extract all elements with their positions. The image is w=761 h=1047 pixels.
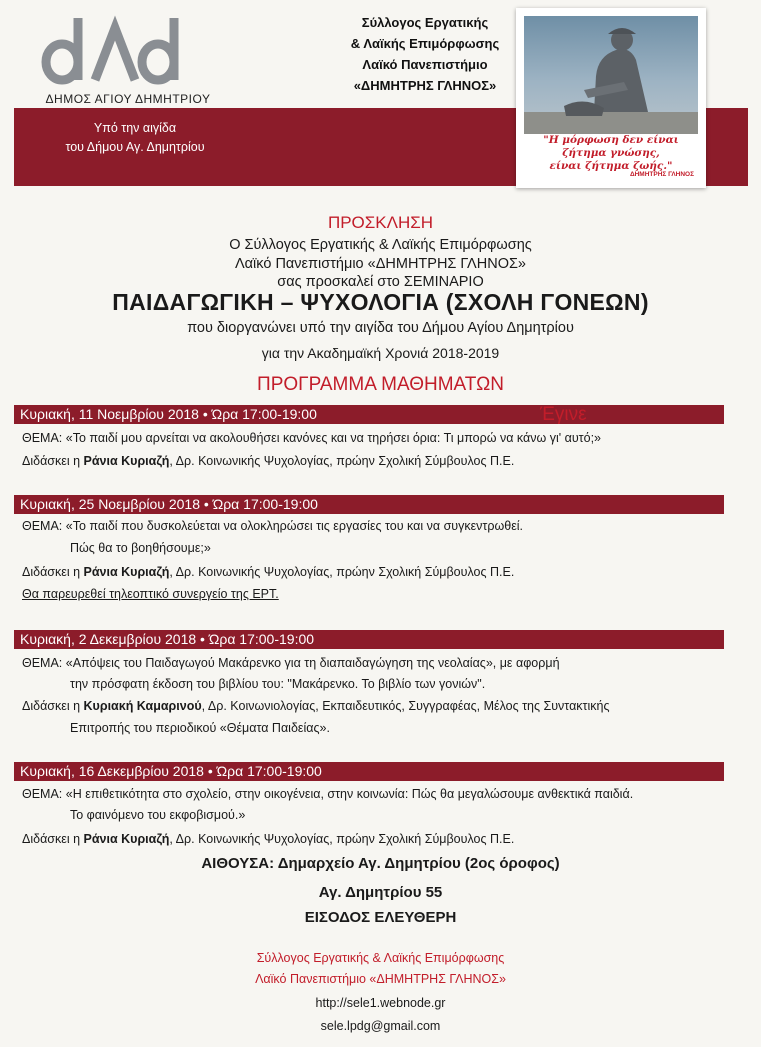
academic-year: για την Ακαδημαϊκή Χρονιά 2018-2019 — [261, 345, 500, 361]
venue-hall: ΑΙΘΟΥΣΑ: Δημαρχείο Αγ. Δημητρίου (2ος όροφος) — [201, 855, 560, 872]
session-3-theme: ΘΕΜΑ: «Απόψεις του Παιδαγωγού Μακάρενκο για τη διαπαιδαγώγηση της νεολαίας», με αφορμή — [22, 656, 560, 670]
intro-line-3: σας προσκαλεί στο ΣΕΜΙΝΑΡΙΟ — [277, 274, 484, 290]
bullet-separator: • — [203, 496, 213, 512]
footer-org: Σύλλογος Εργατικής & Λαϊκής Επιμόρφωσης Λαϊκό Πανεπιστήμιο «ΔΗΜΗΤΡΗΣ ΓΛΗΝΟΣ» — [255, 951, 506, 986]
session-3-theme-cont: την πρόσφατη έκδοση του βιβλίου του: "Μακάρενκο. Το βιβλίο των γονιών". — [70, 677, 486, 691]
session-2-theme: ΘΕΜΑ: «Το παιδί που δυσκολεύεται να ολοκληρώσει τις εργασίες του και να συγκεντρωθεί. — [22, 519, 524, 533]
session-date: Κυριακή, 25 Νοεμβρίου 2018 — [20, 496, 200, 512]
session-2-note: Θα παρευρεθεί τηλεοπτικό συνεργείο της ΕΡΤ. — [22, 587, 279, 601]
session-date: Κυριακή, 16 Δεκεμβρίου 2018 — [20, 763, 204, 779]
intro-line-2: Λαϊκό Πανεπιστήμιο «ΔΗΜΗΤΡΗΣ ΓΛΗΝΟΣ» — [234, 256, 526, 272]
aegis-text: Υπό την αιγίδα του Δήμου Αγ. Δημητρίου — [65, 121, 205, 154]
seminar-title: ΠΑΙΔΑΓΩΓΙΚΗ – ΨΥΧΟΛΟΓΙΑ (ΣΧΟΛΗ ΓΟΝΕΩΝ) — [112, 289, 649, 315]
completed-label: Έγινε — [540, 404, 587, 425]
program-heading: ΠΡΟΓΡΑΜΜΑ ΜΑΘΗΜΑΤΩΝ — [256, 374, 504, 395]
venue-address: Αγ. Δημητρίου 55 — [318, 884, 443, 901]
session-4-header — [14, 762, 724, 781]
organization-name: Σύλλογος Εργατικής & Λαϊκής Επιμόρφωσης Λαϊκό Πανεπιστήμιο «ΔΗΜΗΤΡΗΣ ΓΛΗΝΟΣ» — [350, 15, 500, 93]
session-1-teacher: Διδάσκει η Ράνια Κυριαζή, Δρ. Κοινωνικής Ψυχολογίας, πρώην Σχολική Σύμβουλος Π.Ε. — [22, 454, 515, 468]
session-2-teacher: Διδάσκει η Ράνια Κυριαζή, Δρ. Κοινωνικής Ψυχολογίας, πρώην Σχολική Σύμβουλος Π.Ε. — [22, 565, 515, 579]
invitation-heading: ΠΡΟΣΚΛΗΣΗ — [327, 213, 434, 232]
teacher-name: Ράνια Κυριαζή — [83, 832, 170, 846]
session-date: Κυριακή, 2 Δεκεμβρίου 2018 — [20, 631, 197, 647]
municipality-name: ΔΗΜΟΣ ΑΓΙΟΥ ΔΗΜΗΤΡΙΟΥ — [45, 92, 211, 106]
intro-line-5: που διοργανώνει υπό την αιγίδα του Δήμου Αγίου Δημητρίου — [187, 320, 574, 336]
teacher-name: Κυριακή Καμαρινού — [83, 699, 202, 713]
teacher-name: Ράνια Κυριαζή — [83, 454, 170, 468]
municipality-logo — [40, 14, 190, 90]
footer-email[interactable]: sele.lpdg@gmail.com — [320, 1019, 441, 1033]
photo-caption-author: ΔΗΜΗΤΡΗΣ ΓΛΗΝΟΣ — [629, 171, 694, 178]
statue-image — [524, 16, 698, 134]
session-time: Ώρα 17:00-19:00 — [208, 631, 315, 647]
session-time: Ώρα 17:00-19:00 — [216, 763, 322, 779]
bullet-separator: • — [200, 631, 209, 647]
photo-caption: "Η μόρφωση δεν είναι ζήτημα γνώσης, είναι ζήτημα ζωής." — [543, 134, 679, 172]
session-time: Ώρα 17:00-19:00 — [211, 406, 317, 422]
session-1-theme: ΘΕΜΑ: «Το παιδί μου αρνείται να ακολουθήσει κανόνες και να τηρήσει όρια: Τι μπορώ να κάνω γι' αυτό;» — [22, 431, 601, 445]
session-3-teacher: Διδάσκει η Κυριακή Καμαρινού, Δρ. Κοινωνιολογίας, Εκπαιδευτικός, Συγγραφέας, Μέλος της Συντακτικής — [22, 699, 610, 713]
session-2-theme-cont: Πώς θα το βοηθήσουμε;» — [70, 541, 211, 555]
free-entry: ΕΙΣΟΔΟΣ ΕΛΕΥΘΕΡΗ — [304, 909, 457, 926]
footer-website[interactable]: http://sele1.webnode.gr — [315, 996, 446, 1010]
session-4-theme: ΘΕΜΑ: «Η επιθετικότητα στο σχολείο, στην οικογένεια, στην κοινωνία: Πώς θα μεγαλώσουμε ανθεκτικά παιδιά. — [22, 787, 634, 801]
session-4-theme-cont: Το φαινόμενο του εκφοβισμού.» — [70, 808, 246, 822]
session-3-teacher-cont: Επιτροπής του περιοδικού «Θέματα Παιδείας». — [70, 721, 330, 735]
session-1-header — [14, 405, 724, 424]
statue-photo — [516, 8, 706, 188]
bullet-separator: • — [202, 406, 212, 422]
session-4-teacher: Διδάσκει η Ράνια Κυριαζή, Δρ. Κοινωνικής Ψυχολογίας, πρώην Σχολική Σύμβουλος Π.Ε. — [22, 832, 515, 846]
teacher-name: Ράνια Κυριαζή — [83, 565, 170, 579]
intro-line-1: Ο Σύλλογος Εργατικής & Λαϊκής Επιμόρφωσης — [229, 237, 532, 253]
session-2-header — [14, 495, 724, 514]
session-3-header — [14, 630, 724, 649]
session-date: Κυριακή, 11 Νοεμβρίου 2018 — [20, 406, 199, 422]
bullet-separator: • — [207, 763, 217, 779]
session-time: Ώρα 17:00-19:00 — [212, 496, 318, 512]
